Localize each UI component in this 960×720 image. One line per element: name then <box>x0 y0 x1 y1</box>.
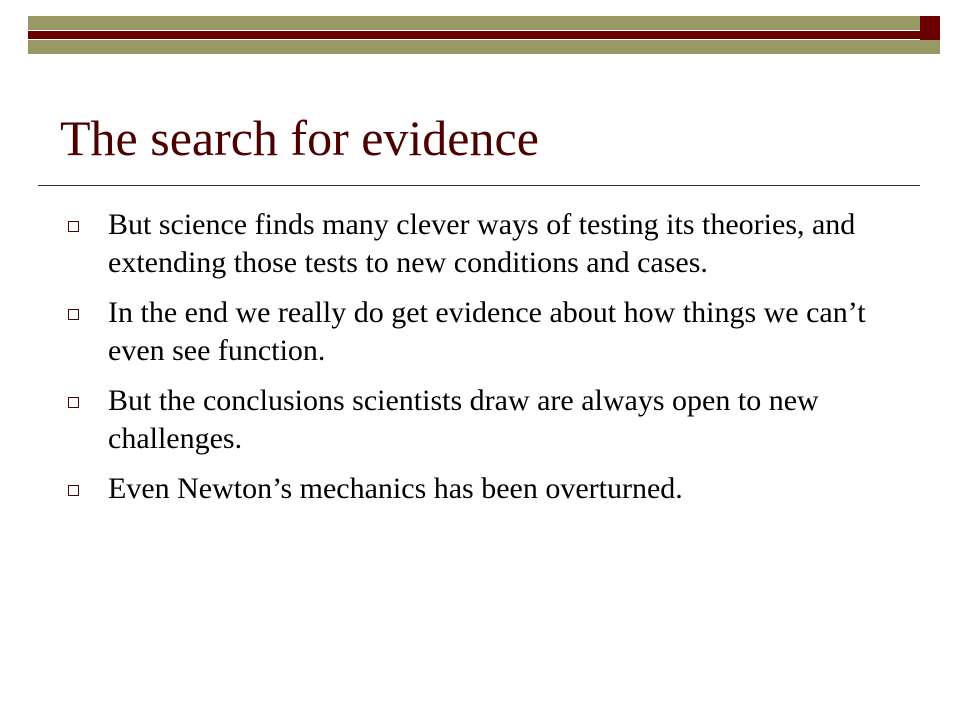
banner-olive-stripe-top <box>28 16 920 30</box>
banner-olive-stripe-bottom <box>28 40 920 54</box>
bullet-item <box>60 382 920 458</box>
hollow-square-bullet-icon <box>68 309 79 320</box>
banner-maroon-stripe <box>28 31 920 39</box>
bullet-list <box>60 206 920 520</box>
bullet-text: In the end we really do get evidence about how things we can’t even see function. <box>108 296 866 367</box>
title-divider <box>38 185 920 186</box>
bullet-item <box>60 294 920 370</box>
banner-olive-square <box>920 40 940 54</box>
hollow-square-bullet-icon <box>68 221 79 232</box>
bullet-item <box>60 470 920 508</box>
hollow-square-bullet-icon <box>68 485 79 496</box>
slide-title: The search for evidence <box>60 110 539 166</box>
banner-maroon-square <box>920 16 940 40</box>
bullet-text: But the conclusions scientists draw are always open to new challenges. <box>108 384 819 455</box>
top-banner <box>0 0 960 62</box>
bullet-text: But science finds many clever ways of testing its theories, and extending those tests to new conditions and cases. <box>108 208 856 279</box>
bullet-text: Even Newton’s mechanics has been overturned. <box>108 472 683 505</box>
hollow-square-bullet-icon <box>68 397 79 408</box>
bullet-item <box>60 206 920 282</box>
